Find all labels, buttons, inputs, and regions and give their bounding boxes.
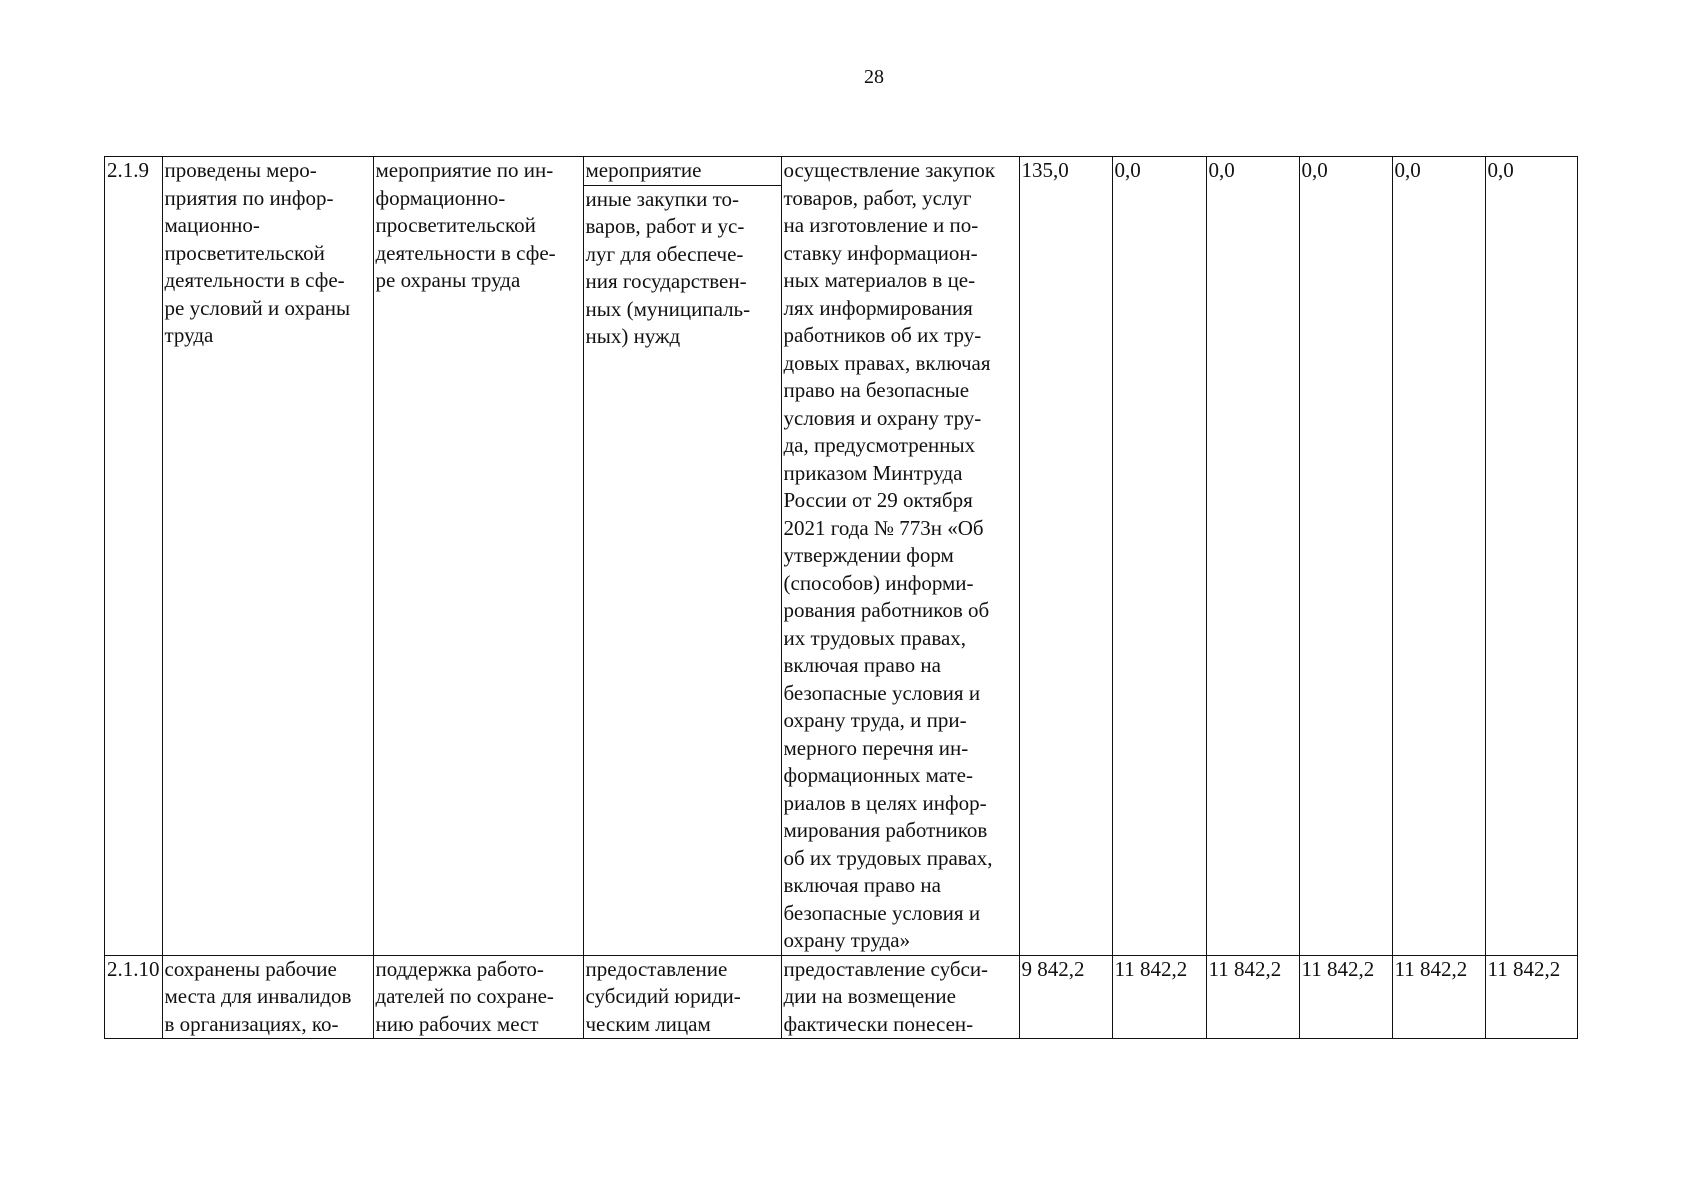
text-line: труда [164, 323, 214, 347]
text-line: мирования работников [783, 818, 988, 842]
text-line: дателей по сохране- [375, 984, 554, 1008]
text-line: мероприятие по ин- [375, 158, 554, 182]
text-line: ческим лицам [585, 1011, 711, 1036]
text-line: безопасные условия и [783, 680, 981, 705]
text-line: фактически понесен- [783, 1011, 974, 1036]
event-cell [373, 955, 583, 1039]
text-line: условия и охрану тру- [783, 405, 982, 430]
text-line: охрану труда, и при- [783, 708, 967, 732]
expense-type-header: мероприятие [584, 157, 781, 186]
text-line: поддержка работо- [375, 956, 544, 981]
row-number: 2.1.10 [105, 955, 163, 1039]
expense-type-text [586, 186, 779, 351]
page-number: 28 [864, 66, 884, 88]
text-line: просветительской [164, 240, 325, 265]
text-line: ставку информацион- [783, 240, 978, 265]
expense-type-cell [583, 955, 781, 1039]
text-line: утверждении форм [783, 543, 954, 567]
text-line: на изготовление и по- [783, 213, 979, 237]
text-line: рования работников об [783, 598, 990, 622]
text-line: их трудовых правах, [783, 625, 967, 650]
text-line: России от 29 октября [783, 488, 973, 512]
text-line: просветительской [375, 213, 536, 237]
text-line: ных (муниципаль- [585, 296, 751, 321]
row-number: 2.1.9 [105, 157, 163, 956]
value-cell: 0,0 [1392, 157, 1485, 956]
text-line: да, предусмотренных [783, 433, 976, 457]
expense-type-cell [583, 157, 781, 956]
text-line: места для инвалидов [164, 984, 352, 1008]
text-line: право на безопасные [783, 378, 970, 402]
text-line: лях информирования [783, 295, 973, 320]
text-line: ных) нужд [585, 324, 681, 348]
value-cell: 9 842,2 [1019, 955, 1112, 1039]
table-row-2-1-9 [105, 157, 1578, 956]
text-line: мерного перечня ин- [783, 735, 969, 760]
text-line: мационно- [164, 213, 260, 237]
text-line: варов, работ и ус- [585, 214, 745, 238]
description-cell [781, 955, 1019, 1039]
text-line: субсидий юриди- [585, 984, 741, 1008]
text-line: ных материалов в це- [783, 268, 976, 292]
value-cell: 11 842,2 [1206, 955, 1299, 1039]
text-line: деятельности в сфе- [375, 240, 556, 265]
text-line: приятия по инфор- [164, 185, 334, 210]
value-cell: 11 842,2 [1112, 955, 1206, 1039]
text-line: ния государствен- [585, 269, 747, 293]
value-cell: 11 842,2 [1485, 955, 1577, 1039]
result-cell [162, 157, 373, 956]
text-line: ре условий и охраны [164, 295, 351, 320]
text-line: риалов в целях инфор- [783, 790, 987, 815]
text-line: проведены меро- [164, 158, 317, 182]
text-line: 2021 года № 773н «Об [783, 515, 984, 540]
result-cell [162, 955, 373, 1039]
text-line: ре охраны труда [375, 268, 521, 292]
text-line: формационных мате- [783, 763, 973, 787]
budget-table [104, 156, 1578, 1039]
text-line: об их трудовых правах, [783, 845, 993, 870]
text-line: осуществление закупок [783, 158, 996, 182]
event-cell [373, 157, 583, 956]
value-cell: 11 842,2 [1299, 955, 1392, 1039]
text-line: включая право на [783, 873, 941, 897]
description-cell [781, 157, 1019, 956]
text-line: иные закупки то- [585, 186, 740, 211]
text-line: работников об их тру- [783, 323, 982, 347]
value-cell: 0,0 [1485, 157, 1577, 956]
text-line: товаров, работ, услуг [783, 185, 972, 210]
value-cell: 0,0 [1299, 157, 1392, 956]
text-line: дии на возмещение [783, 984, 956, 1008]
text-line: довых правах, включая [783, 350, 991, 375]
text-line: охрану труда» [783, 928, 911, 952]
value-cell: 0,0 [1206, 157, 1299, 956]
value-cell: 11 842,2 [1392, 955, 1485, 1039]
text-line: (способов) информи- [783, 570, 974, 595]
text-line: предоставление субси- [783, 956, 989, 981]
text-line: луг для обеспече- [585, 241, 744, 266]
text-line: деятельности в сфе- [164, 268, 345, 292]
table-row-2-1-10 [105, 955, 1578, 1039]
text-line: предоставление [585, 956, 728, 981]
text-line: безопасные условия и [783, 900, 981, 925]
text-line: включая право на [783, 653, 941, 677]
text-line: в организациях, ко- [164, 1011, 339, 1036]
text-line: сохранены рабочие [164, 956, 337, 981]
text-line: формационно- [375, 185, 506, 210]
text-line: нию рабочих мест [375, 1011, 539, 1036]
value-cell: 135,0 [1019, 157, 1112, 956]
text-line: приказом Минтруда [783, 460, 963, 485]
value-cell: 0,0 [1112, 157, 1206, 956]
